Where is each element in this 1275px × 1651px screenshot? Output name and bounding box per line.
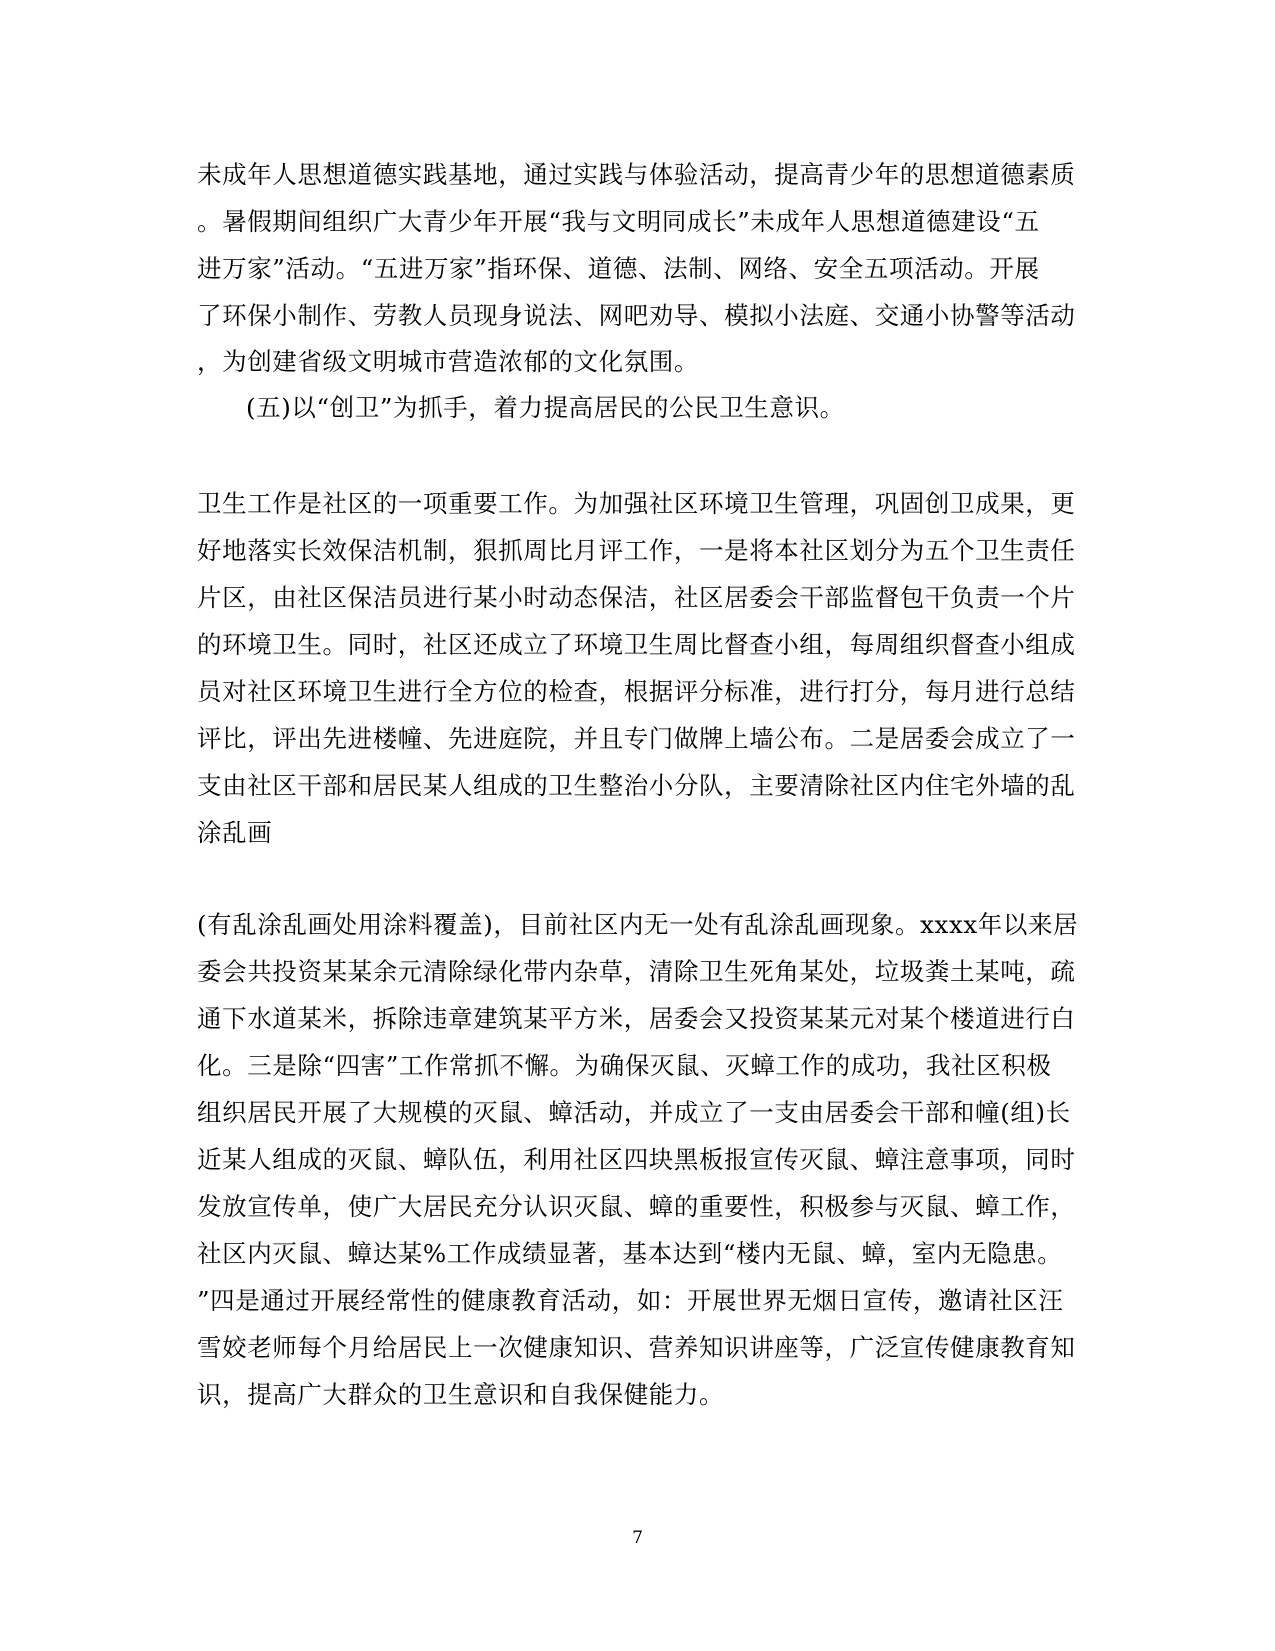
- text-line: 的环境卫生。同时，社区还成立了环境卫生周比督查小组，每周组织督查小组成: [197, 630, 1076, 659]
- text-line: 社区内灭鼠、蟑达某%工作成绩显著，基本达到“楼内无鼠、蟑，室内无隐患。: [197, 1239, 1063, 1268]
- text-line: 未成年人思想道德实践基地，通过实践与体验活动，提高青少年的思想道德素质: [197, 160, 1076, 189]
- text-line: 进万家”活动。“五进万家”指环保、道德、法制、网络、安全五项活动。开展: [197, 254, 1040, 283]
- text-line: 通下水道某米，拆除违章建筑某平方米，居委会又投资某某元对某个楼道进行白: [197, 1004, 1076, 1033]
- text-line: 委会共投资某某余元清除绿化带内杂草，清除卫生死角某处，垃圾粪土某吨，疏: [197, 957, 1076, 986]
- text-line: 识，提高广大群众的卫生意识和自我保健能力。: [197, 1380, 725, 1409]
- text-line: 涂乱画: [197, 818, 273, 847]
- text-line: 评比，评出先进楼幢、先进庭院，并且专门做牌上墙公布。二是居委会成立了一: [197, 724, 1076, 753]
- text-line: 近某人组成的灭鼠、蟑队伍，利用社区四块黑板报宣传灭鼠、蟑注意事项，同时: [197, 1145, 1076, 1174]
- text-line: ，为创建省级文明城市营造浓郁的文化氛围。: [197, 347, 699, 376]
- page-number: 7: [632, 1528, 643, 1548]
- text-line: 发放宣传单，使广大居民充分认识灭鼠、蟑的重要性，积极参与灭鼠、蟑工作，: [197, 1192, 1076, 1221]
- text-line: ”四是通过开展经常性的健康教育活动，如：开展世界无烟日宣传，邀请社区汪: [197, 1286, 1064, 1315]
- text-line: 片区，由社区保洁员进行某小时动态保洁，社区居委会干部监督包干负责一个片: [197, 583, 1076, 612]
- text-line: 组织居民开展了大规模的灭鼠、蟑活动，并成立了一支由居委会干部和幢(组)长: [197, 1098, 1071, 1127]
- text-line: 了环保小制作、劳教人员现身说法、网吧劝导、模拟小法庭、交通小协警等活动: [197, 301, 1076, 330]
- text-line: 卫生工作是社区的一项重要工作。为加强社区环境卫生管理，巩固创卫成果，更: [197, 489, 1076, 518]
- text-line: 支由社区干部和居民某人组成的卫生整治小分队，主要清除社区内住宅外墙的乱: [197, 771, 1076, 800]
- text-line: 好地落实长效保洁机制，狠抓周比月评工作，一是将本社区划分为五个卫生责任: [197, 536, 1076, 565]
- text-line: 。暑假期间组织广大青少年开展“我与文明同成长”未成年人思想道德建设“五: [197, 207, 1040, 236]
- text-line: 员对社区环境卫生进行全方位的检查，根据评分标准，进行打分，每月进行总结: [197, 677, 1076, 706]
- text-line: (有乱涂乱画处用涂料覆盖)，目前社区内无一处有乱涂乱画现象。xxxx年以来居: [197, 910, 1079, 939]
- text-line: 化。三是除“四害”工作常抓不懈。为确保灭鼠、灭蟑工作的成功，我社区积极: [197, 1051, 1052, 1080]
- section-heading: (五)以“创卫”为抓手，着力提高居民的公民卫生意识。: [246, 393, 845, 422]
- text-line: 雪姣老师每个月给居民上一次健康知识、营养知识讲座等，广泛宣传健康教育知: [197, 1333, 1076, 1362]
